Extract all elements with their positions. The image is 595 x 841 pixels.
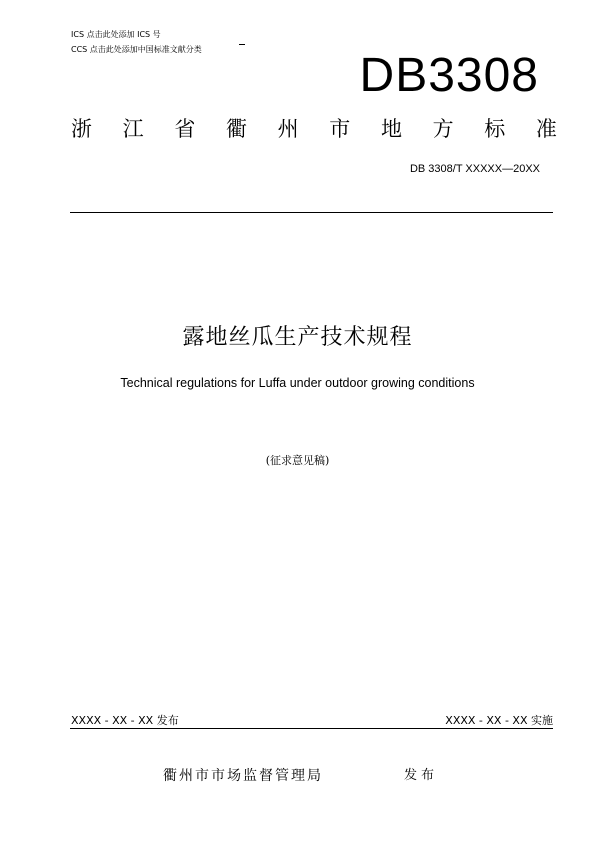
local-standard-char: 浙 (71, 117, 92, 141)
document-title-chinese: 露地丝瓜生产技术规程 (182, 325, 413, 350)
footer-divider (70, 728, 553, 729)
ccs-classification: CCS 点击此处添加中国标准文献分类 (71, 45, 202, 54)
local-standard-char: 州 (277, 117, 299, 141)
document-title-english: Technical regulations for Luffa under outdoor growing conditions (120, 376, 475, 390)
issuing-authority: 衢州市市场监督管理局 (163, 768, 323, 784)
standard-number: DB 3308/T XXXXX—20XX (409, 163, 540, 175)
db-code: DB3308 (359, 49, 539, 102)
local-standard-char: 地 (380, 117, 402, 141)
issue-label: 发布 (404, 768, 439, 783)
implementation-date: XXXX - XX - XX 实施 (445, 714, 553, 727)
ics-number: ICS 点击此处添加 ICS 号 (71, 30, 161, 39)
local-standard-heading (71, 114, 557, 144)
local-standard-char: 省 (174, 117, 196, 141)
local-standard-char: 江 (122, 117, 144, 141)
ccs-overline-mark (239, 44, 245, 45)
local-standard-char: 标 (484, 117, 506, 141)
local-standard-char: 市 (329, 117, 351, 141)
draft-status: (征求意见稿) (265, 454, 330, 467)
local-standard-char: 准 (535, 117, 557, 141)
local-standard-char: 方 (432, 117, 454, 141)
header-divider (70, 212, 553, 213)
local-standard-char: 衢 (225, 117, 247, 141)
issue-date: XXXX - XX - XX 发布 (71, 714, 179, 727)
